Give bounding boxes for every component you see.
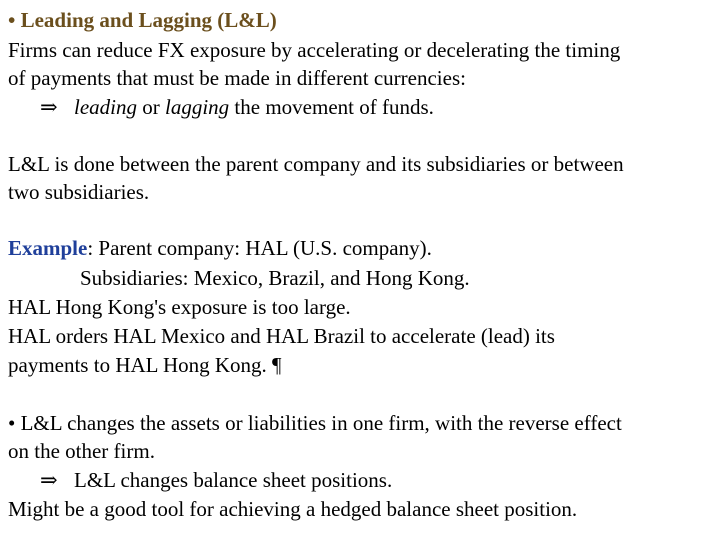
example-line-3: HAL Hong Kong's exposure is too large.	[8, 295, 351, 319]
example-label: Example	[8, 236, 88, 260]
bullet2-line-3-text: L&L changes balance sheet positions.	[74, 468, 393, 492]
para2-line-1: L&L is done between the parent company and its subsidiaries or between	[8, 152, 624, 176]
bullet2-line-1: • L&L changes the assets or liabilities in one firm, with the reverse effect	[8, 411, 622, 435]
intro-line-1: Firms can reduce FX exposure by accelerating or decelerating the timing	[8, 38, 621, 62]
bullet2-line-3	[40, 468, 392, 492]
implies-arrow-icon: ⇒	[40, 468, 58, 492]
implies-arrow-icon: ⇒	[40, 95, 58, 119]
intro-line-3-rest: the movement of funds.	[229, 95, 434, 119]
para2-line-2: two subsidiaries.	[8, 180, 150, 204]
example-line-1	[8, 236, 432, 260]
bullet2-line-2: on the other firm.	[8, 439, 155, 463]
example-line-5: payments to HAL Hong Kong. ¶	[8, 353, 282, 377]
lagging-term: lagging	[165, 95, 230, 119]
intro-line-2: of payments that must be made in different currencies:	[8, 66, 466, 90]
example-line-4: HAL orders HAL Mexico and HAL Brazil to accelerate (lead) its	[8, 324, 555, 348]
intro-line-3	[40, 95, 434, 119]
example-line-2: Subsidiaries: Mexico, Brazil, and Hong Kong.	[80, 266, 470, 290]
bullet2-line-4: Might be a good tool for achieving a hedged balance sheet position.	[8, 497, 578, 521]
section-title: • Leading and Lagging (L&L)	[8, 8, 277, 32]
or-text: or	[137, 95, 165, 119]
leading-term: leading	[74, 95, 137, 119]
example-parent-text: : Parent company: HAL (U.S. company).	[87, 236, 432, 260]
